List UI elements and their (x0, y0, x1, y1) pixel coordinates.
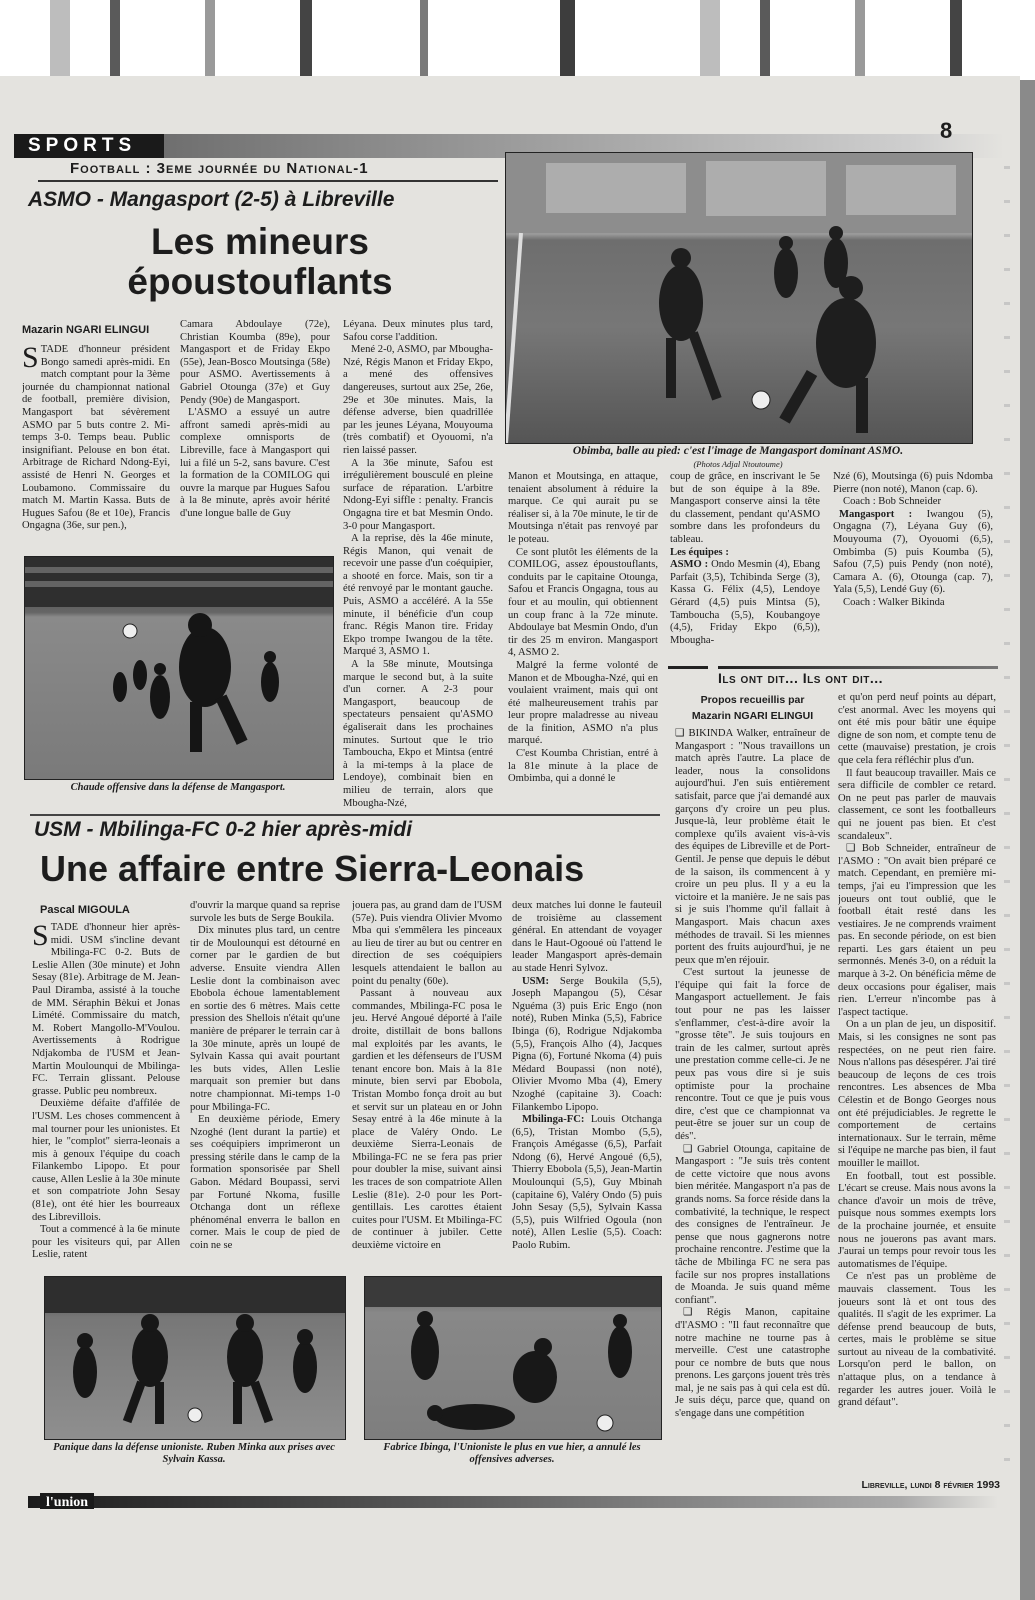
quote-paragraph: et qu'on perd neuf points au départ, c'est anormal. Avec les moyens qui ont été mis pour bâtir une équipe digne de son nom, et compte tenu de cette (mauvaise) prestation, je crois que cela fera réfléchir plus d'un. (838, 692, 996, 766)
photo-players-illustration (45, 1277, 345, 1439)
section-label: SPORTS (28, 135, 137, 156)
kicker-rule (38, 180, 498, 182)
margin-dots (1004, 166, 1010, 1466)
quote-paragraph: ❑ Régis Manon, capitaine d'l'ASMO : "Il faut reconnaître que notre machine ne tourne pas à merveille. C'est une catastrophe pour ce nombre de buts que nous prenons. Les garçons jouent très très mal, je ne sais pas à qui cela est dû. Je suis déçu, parce que, quand on s'engage dans une compétition (675, 1307, 830, 1420)
quotes-intro: Propos recueillis par (700, 694, 805, 706)
paragraph: Manon et Moutsinga, en attaque, tenaient absolument à réduire la marque. Ce qui aurait pu se réaliser si, à la 70e minute, le tir de Moutsinga n'était pas renvoyé par le poteau. (508, 471, 658, 545)
article2-subhead: USM - Mbilinga-FC 0-2 hier après-midi (34, 818, 413, 841)
article1-column-3 (343, 319, 493, 867)
paragraph: L'ASMO a essuyé un autre affront samedi après-midi au complexe omnisports de Libreville, face à Mangasport qui lui a filé un 5-2, sans bavure. C'est la formation de la COMILOG qui ouvre la marque par Hugues Safou à la 8e minute, après avoir hérité d'une longue balle de Guy (180, 407, 330, 519)
article1-subhead: ASMO - Mangasport (2-5) à Libreville (28, 188, 395, 211)
mangasport-coach: Coach : Walker Bikinda (843, 596, 945, 608)
footer-masthead (40, 1493, 94, 1509)
article1-column-1 (22, 344, 170, 554)
page-number: 8 (940, 118, 953, 143)
drop-cap: S (32, 922, 49, 952)
photo1-caption: Obimba, balle au pied: c'est l'image de Mangasport dominant ASMO. (572, 445, 904, 457)
paragraph: Léyana. Deux minutes plus tard, Safou corse l'addition. (343, 319, 493, 343)
quote-paragraph: Il faut beaucoup travailler. Mais ce sera difficile de combler ce retard. On ne peut pas parler de mauvais classement, ce sont les footballeurs qui ne jouent pas bien. Et c'est scandaleux". (838, 767, 996, 842)
quote-paragraph: ❑ BIKINDA Walker, entraîneur de Mangasport : "Nous travaillons un match après l'autre. La place de leader, nous la consolidons aujourd'hui. J'en suis entièrement satisfait, parce que j'ai demandé aux garçons d'y croire un peu plus. Jusque-là, leur problème était le complexe qu'ils avaient vis-à-vis des équipes de Libreville et de Port-Gentil. Je pense que depuis le début de la saison, ils commencent à y croire un peu plus. Il y a eu la victoire et la manière. Je ne sais pas si je suis l'homme qu'il fallait à Mangasport. Mais chacun axes méthodes de travail. Si les miennes portent des fruits aujourd'hui, je ne peux que m'en réjouir. (675, 728, 830, 966)
asmo-lineup: ASMO : Ondo Mesmin (4), Ebang Parfait (3,5), Tchibinda Serge (3), Kassa G. Félix (4,5), Lendoye Gérard (4,5) puis Mintsa (5), Tamboucha (5,5), Koubangoye (4,5), Friday Ekpo (6,5)), Mbougha- (670, 559, 820, 646)
photo-match-action-1 (505, 152, 973, 444)
photo3-caption: Panique dans la défense unioniste. Ruben Minka aux prises avec Sylvain Kassa. (53, 1442, 335, 1465)
article1-column-6 (833, 471, 993, 646)
quotes-rule (668, 666, 998, 669)
newspaper-page (0, 76, 1020, 1600)
asmo-coach: Coach : Bob Schneider (843, 496, 941, 508)
paragraph: En deuxième période, Emery Nzoghé (lent durant la partie) et ses coéquipiers imprimeront un pressing stérile dans le camp de la formation sponsorisée par Shell Gabon. Médard Boupassi, servi par Fortuné Nkoma, fusille Otchanga dont un réflexe phénoménal enverra le ballon en corner. Mais le coup de pied de coin ne se (190, 1114, 340, 1252)
paragraph: Mené 2-0, ASMO, par Mbougha-Nzé, Régis Manon et Friday Ekpo, a mené des offensives dangereuses, surtout aux 25e, 26e, 29e et 30e minutes. Mais, la défense adverse, bien quadrillée par les jeunes Léyana, Mouyouma (très combatif) et Oyouomi, n'a rien laissé passer. (343, 344, 493, 456)
paragraph: d'ouvrir la marque quand sa reprise survole les buts de Serge Boukila. (190, 900, 340, 924)
photo-players-illustration (506, 153, 972, 443)
scan-background (0, 0, 1035, 80)
article2-column-2 (190, 900, 340, 1272)
quotes-column-2 (838, 692, 996, 1534)
photo1-credit: (Photos Adjal Ntoutoume) (693, 459, 783, 469)
footer-bar (28, 1496, 998, 1508)
masthead-text: l'union (46, 1495, 89, 1510)
paragraph: Malgré la ferme volonté de Manon et de Mbougha-Nzé, qui en voulaient vraiment, mais qui ont été malheureusement trahis par leur propre maladresse au niveau de la finition, ASMO n'a plus marqué. (508, 659, 658, 747)
article1-column-2 (180, 319, 330, 555)
article2-rule (30, 814, 660, 816)
article1-column-4 (508, 471, 658, 867)
quotes-title: Ils ont dit... Ils ont dit... (718, 670, 884, 686)
quote-paragraph: C'est surtout la jeunesse de l'équipe qui fait la force de Mangasport actuellement. Je fais tout pour ne pas les laisser s'enflammer, c'est-à-dire avoir la "grosse tête". Je suis toujours en train de les calmer, surtout après une prestation comme celle-ci. Je ne peux pas vous dire si je suis optimiste pour la prochaine rencontre. Tout ce que je puis vous dire, c'est que ce championnat va peut-être se jouer sur un coup de dés". (675, 967, 830, 1142)
teams-label: Les équipes : (670, 546, 729, 558)
mbilinga-lineup: Mbilinga-FC: Louis Otchanga (6,5), Tristan Mombo (5,5), François Amégasse (6,5), Parfait Ndong (6), Hervé Angoué (6,5), Thierry Ebobola (5,5), Jean-Martin Moulounqui (5,5), Guy Mbinah (capitaine 6), Valéry Ondo (5) puis John Sesay (5,5), Sylvain Kassa (5,5), puis Wilfried Ogoula (non noté), Allen Leslie (5,5). Coach: Paolo Rubim. (512, 1114, 662, 1252)
article2-column-3 (352, 900, 502, 1272)
paragraph: Tout a commencé à la 6e minute pour les visiteurs qui, par Allen Leslie, ratent (32, 1224, 180, 1261)
paragraph: Ce sont plutôt les éléments de la COMILOG, assez époustouflants, conduits par le capitaine Otounga, Safou et Francis Ongagna, tous au four et au moulin, qui obtiennent un coup franc à la 72e minute. Abdoulaye bat Mesmin Ondo, d'un tir des 25 m environ. Mangasport 4, ASMO 2. (508, 546, 658, 659)
paragraph: jouera pas, au grand dam de l'USM (57e). Puis viendra Olivier Mvomo Mba qui s'emmêlera les pinceaux au lieu de tirer au but ou centrer en direction de ses coéquipiers lesquels attendaient le ballon au point du penalty (60e). (352, 900, 502, 987)
quote-paragraph: On a un plan de jeu, un dispositif. Mais, si les consignes ne sont pas respectées, on ne peut rien faire. Nous n'allons pas désespérer. J'ai tiré beaucoup de leçons de ces trois rencontres. Les absences de Mba Célestin et de Bongo Georges nous ont été préjudiciables. Je regrette le comportement de certains internationaux. Sur le terrain, même si l'équipe ne marche pas bien, il faut mouiller le maillot. (838, 1019, 996, 1169)
paragraph: C'est Koumba Christian, entré à la 81e minute à la place de Ombimba, qui a donné le (508, 748, 658, 785)
photo-players-illustration (25, 557, 333, 779)
photo4-caption: Fabrice Ibinga, l'Unioniste le plus en vue hier, a annulé les offensives adverses. (383, 1442, 641, 1465)
photo-match-action-3 (44, 1276, 346, 1440)
article2-column-4 (512, 900, 662, 1272)
article1-byline: Mazarin NGARI ELINGUI (22, 324, 150, 336)
article2-column-1 (32, 922, 180, 1272)
quote-paragraph: ❑ Bob Schneider, entraîneur de l'ASMO : "On avait bien préparé ce match. Cependant, en première mi-temps, j'ai eu l'impression que les joueurs ont tout oublié, que le football était resté dans les vestiaires. Je ne comprends vraiment pas. En seconde période, on est bien reparti. Les gars étaient un peu sermonnés. Menés 3-0, on a réduit la marque à 3-2. On bénéficia même de deux occasions pour égaliser, mais rien. L'erreur n'incombe pas à l'aspect tactique. (838, 843, 996, 1018)
article2-byline: Pascal MIGOULA (40, 904, 130, 916)
paragraph: A la reprise, dès la 46e minute, Régis Manon, qui venait de recevoir une passe d'un coéquipier, a shooté en force. Mais, son tir a été renvoyé par le montant gauche. Puis, ASMO a accéléré. A la 55e minute, il bénéficie d'un coup franc. Régis Manon tire. Friday Ekpo trompe Iwangou de la tête. Marqué 3, ASMO 1. (343, 533, 493, 658)
paragraph: Dix minutes plus tard, un centre tir de Moulounqui est détourné en corner par le gardien de but adverse. Ensuite viendra Allen Leslie dont la combinaison avec Ebobola échoue lamentablement en sortie des 6 mètres. Mais cette pression des Shellois n'était qu'une manière de préparer le terrain car à la 30e minute, après un loupé de Sylvain Kassa qui avait pourtant les buts vides, Allen Leslie marquait son premier but dans notre championnat. Mi-temps 1-0 pour Mbilinga-FC. (190, 925, 340, 1113)
mangasport-lineup: Mangasport : Iwangou (5), Ongagna (7), Léyana Guy (6), Mouyouma (7), Oyouomi (6,5), Ombimba (5) puis Koumba (5), Safou (7,5) puis Pendy (non noté), Camara A. (6), Otounga (cap. 7), Yala (5,5), Lendé Guy (6). (833, 508, 993, 596)
photo2-caption: Chaude offensive dans la défense de Mangasport. (70, 782, 286, 793)
article1-col1-text: TADE d'honneur président Bongo samedi après-midi. En match comptant pour la 3ème journée du championnat national de football, première division, Mangasport bat sévèrement ASMO par 5 buts contre 2. Mi-temps 3-0. Temps beau. Public insignifiant. Pelouse en bon état. Arbitrage de Richard Ndong-Eyi, assisté de Henri N. Georges et Loubamono. Commissaire du match M. Martin Kassa. Buts de Hugues Safou (8e et 10e), Francis Ongagna (36e, sur pen.), (22, 344, 170, 532)
article1-headline-line1: Les mineurs (151, 221, 369, 262)
kicker: Football : 3eme journée du National-1 (70, 160, 369, 177)
drop-cap: S (22, 344, 39, 374)
photo-players-illustration (365, 1277, 661, 1439)
paragraph: Deuxième défaite d'affilée de l'USM. Les choses commencent à mal tourner pour les unionistes. Et hier, le "complot" sierra-leonais a mis à genoux l'équipe du coach Filankembo Lipopo. Et pour cause, Allen Leslie à la 30e minute et son compatriote John Sesay (81e), ont été hier les bourreaux des Librevillois. (32, 1098, 180, 1223)
article1-headline-line2: époustouflants (127, 261, 393, 302)
quotes-column-1 (675, 728, 830, 1534)
paragraph: coup de grâce, en inscrivant le 5e but de son équipe à la 89e. Mangasport conserve ainsi la tête du classement, pendant qu'ASMO sombre dans les profondeurs du tableau. (670, 471, 820, 545)
paragraph: Camara Abdoulaye (72e), Christian Koumba (89e), pour Mangasport et de Friday Ekpo (55e), Jean-Bosco Moutsinga (58e) pour ASMO. Avertissements à Gabriel Otounga (37e) et Guy Pendy (90e) de Mangasport. (180, 319, 330, 406)
quote-paragraph: En football, tout est possible. L'écart se creuse. Mais nous avons la chance d'avoir un mois de trêve, puisque nous sommes exempts lors de la prochaine journée, et ensuite nous ne jouerons pas avant mars. J'aurai un temps pour revoir tous les automatismes de l'équipe. (838, 1170, 996, 1270)
article2-headline: Une affaire entre Sierra-Leonais (40, 848, 585, 889)
quotes-byline: Mazarin NGARI ELINGUI (691, 710, 814, 722)
asmo-lineup-cont: Nzé (6), Moutsinga (6) puis Ndomba Pierre (non noté), Manon (cap. 6). (833, 471, 993, 495)
footer-dateline: Libreville, lundi 8 février 1993 (861, 1479, 1000, 1491)
paragraph: A la 58e minute, Moutsinga marque le second but, à la suite d'un corner. A 2-3 pour Mangasport, beaucoup de spectateurs pensaient qu'ASMO égaliserait dans les prochaines minutes. Surtout que le trio Tamboucha, Ekpo et Mintsa (entré à la mi-temps à la place de Lendoye), combinait bien en milieu de terrain, alors que Mbougha-Nzé, (343, 659, 493, 809)
paragraph: STADE d'honneur hier après-midi. USM s'incline devant Mbilinga-FC 0-2. Buts de Leslie Allen (30e minute) et John Sesay (81e). Arbitrage de M. Jean-Paul Diramba, assisté à la touche de MM. Séraphin Bèkui et Jonas Limété. Commissaire du match, M. Robert Mangollo-M'Voulou. Avertissements à Rodrigue Ndjakomba de l'USM et Jean-Martin Moulounqui de Mbilinga-FC. Terrain glissant. Pelouse grasse. Public peu nombreux. (32, 922, 180, 1097)
photo-match-action-2 (24, 556, 334, 780)
quote-paragraph: Ce n'est pas un problème de mauvais classement. Tous les joueurs sont là et ont tous des qualités. Il s'agit de les exprimer. La défense prend beaucoup de buts, certes, mais le problème se situe surtout au niveau de la combativité. Lorsqu'on perd le ballon, on n'attaque plus, on a tendance à regarder les autres jouer. Voilà le grand défaut". (838, 1271, 996, 1409)
paragraph: Passant à nouveau aux commandes, Mbilinga-FC posa le jeu. Hervé Angoué déporté à l'aile droite, distillait de bons ballons mal exploités par les avants, le gardien et les défenseurs de l'USM tenant encore bon. Mais à la 81e minute, bien servi par Ebobola, Tristan Mombo fonça droit au but et servit sur un plateau en or John Sesay entré à la 46e minute à la place de Valéry Ondo. Le deuxième Sierra-Leonais de Mbilinga-FC ne se fera pas prier pour doubler la mise, suivant ainsi les traces de son compatriote Allen Leslie (81e). 2-0 pour les Port-gentillais. Les carottes étaient cuites pour l'USM. Et Mbilinga-FC de continuer à jubiler. Cette deuxième victoire en (352, 988, 502, 1252)
quote-paragraph: ❑ Gabriel Otounga, capitaine de Mangasport : "Je suis très content de cette victoire que nous avons bien méritée. Mangasport n'a pas de grands noms. Sa force réside dans la combativité, la technique, le respect des consignes de l'entraîneur. Je pense que nous gagnerons notre prochaine rencontre. J'estime que la tâche de Mbilinga FC ne sera pas facile sur nos propres installations de Moanda. Je suis quand même confiant". (675, 1143, 830, 1306)
paragraph: A la 36e minute, Safou est irrégulièrement bousculé en pleine surface de réparation. L'arbitre Ndong-Eyi siffle : penalty. Francis Ongagna tire et bat Mesmin Ondo. 3-0 pour Mangasport. (343, 457, 493, 532)
article1-column-5 (670, 471, 820, 646)
usm-lineup: USM: Serge Boukila (5,5), Joseph Mapangou (5), César Nguéma (3) puis Eric Engo (non noté), Ruben Minka (5,5), Fabrice Ibinga (6), Rodrigue Ndjakomba (5,5), François Alho (4), Jacques Pigna (6), Fortuné Nkoma (4) puis Médard Boupassi (non noté), Olivier Mvomo Mba (4), Emery Nzoghé (capitaine 3). Coach: Filankembo Lipopo. (512, 975, 662, 1113)
paragraph: deux matches lui donne le fauteuil de troisième au classement général. En attendant de voyager dans le Haut-Ogooué où l'attend le leader Mangasport après-demain au stade Henri Sylvoz. (512, 900, 662, 974)
photo-match-action-4 (364, 1276, 662, 1440)
